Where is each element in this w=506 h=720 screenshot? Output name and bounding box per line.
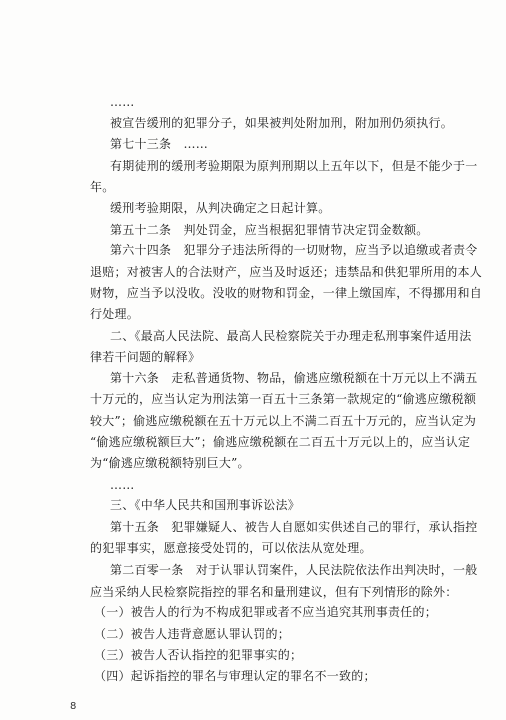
paragraph-line: 行处理。 [90,307,140,322]
paragraph-line: 缓刑考验期限，从判决确定之日起计算。 [110,201,331,215]
page-number: 8 [70,701,77,712]
paragraph-line: 年。 [90,179,115,194]
ellipsis-line: …… [110,477,135,492]
paragraph-line: 第五十二条 判处罚金，应当根据犯罪情节决定罚金数额。 [110,222,429,237]
list-item-line: （一）被告人的行为不构成犯罪或者不应当追究其刑事责任的； [94,605,438,620]
paragraph-line: 退赔；对被害人的合法财产，应当及时返还；违禁品和供犯罪所用的本人 [90,264,483,279]
paragraph-line: 的犯罪事实，愿意接受处罚的，可以依法从宽处理。 [90,541,372,556]
paragraph-line: 三、《中华人民共和国刑事诉讼法》 [110,498,301,513]
list-item-line: （三）被告人否认指控的犯罪事实的； [94,648,303,663]
paragraph-line: 第十五条 犯罪嫌疑人、被告人自愿如实供述自己的罪行，承认指控 [110,519,478,534]
paragraph-line: 第十六条 走私普通货物、物品，偷逃应缴税额在十万元以上不满五 [110,370,478,385]
paragraph-line: 应当采纳人民检察院指控的罪名和量刑建议，但有下列情形的除外： [90,584,458,599]
paragraph-line: 第七十三条 …… [110,137,209,152]
paragraph-line: 财物，应当予以没收。没收的财物和罚金，一律上缴国库，不得挪用和自 [90,286,483,301]
paragraph-line: 为“偷逃应缴税额特别巨大”。 [90,456,250,471]
list-item-line: （二）被告人违背意愿认罪认罚的； [94,626,291,641]
paragraph-line: 二、《最高人民法院、最高人民检察院关于办理走私刑事案件适用法 [110,328,472,343]
paragraph-line: 第二百零一条 对于认罪认罚案件，人民法院依法作出判决时，一般 [110,563,478,577]
paragraph-line: 较大”；偷逃应缴税额在五十万元以上不满二百五十万元的，应当认定为 [90,413,477,428]
paragraph-line: 十万元的，应当认定为刑法第一百五十三条第一款规定的“偷逃应缴税额 [90,392,477,407]
paragraph-line: “偷逃应缴税额巨大”；偷逃应缴税额在二百五十万元以上的，应当认定 [90,434,471,449]
paragraph-line: 律若干问题的解释》 [90,350,201,365]
list-item-line: （四）起诉指控的罪名与审理认定的罪名不一致的； [94,669,376,683]
ellipsis-line: …… [110,95,135,109]
paragraph-line: 第六十四条 犯罪分子违法所得的一切财物，应当予以追缴或者责令 [110,243,478,258]
paragraph-line: 有期徒刑的缓刑考验期限为原判刑期以上五年以下，但是不能少于一 [110,158,478,173]
paragraph-line: 被宣告缓刑的犯罪分子，如果被判处附加刑，附加刑仍须执行。 [110,115,454,130]
